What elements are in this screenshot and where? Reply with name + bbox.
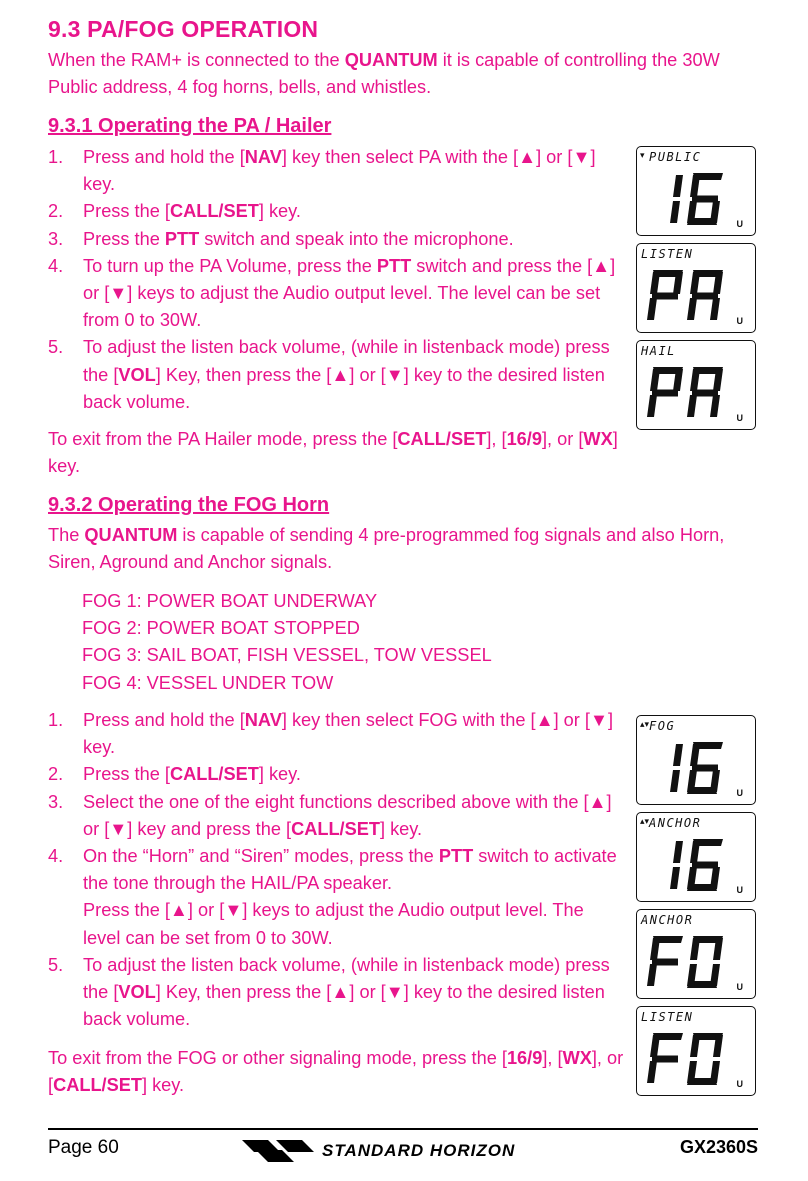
intro-text-rest: it is capable of controlling the 30W Public address, 4 fog horns, bells, and whistles. <box>48 50 720 97</box>
list-item <box>48 253 622 335</box>
list-item <box>48 226 622 253</box>
key-name: CALL/SET <box>291 818 380 839</box>
step-text: To adjust the listen back volume, (while in listenback mode) press the [ <box>83 337 610 385</box>
step-text: Press and hold the [ <box>83 147 245 167</box>
model-number: GX2360S <box>679 1137 758 1157</box>
step-number: 3. <box>48 791 64 812</box>
section-intro <box>48 47 768 101</box>
lcd-mode-label: ANCHOR <box>641 913 694 927</box>
fog-exit-text: To exit from the FOG or other signaling mode, press the [16/9], [WX], or [CALL/SET] key. <box>48 1048 624 1095</box>
lcd-segment <box>673 841 683 863</box>
lcd-display <box>636 715 756 805</box>
step-text: ] key then select PA with the [▲] or [▼] key. <box>83 147 596 195</box>
lcd-segment <box>690 369 700 391</box>
brand-mark-icon <box>240 1136 320 1164</box>
step-text-extra: Press the [▲] or [▼] keys to adjust the Audio output level. The level can be set from 0 to 30W. <box>83 900 584 948</box>
lcd-mode-label: LISTEN <box>641 1010 694 1024</box>
step-text: To adjust the listen back volume, (while in listenback mode) press the [ <box>83 954 610 1003</box>
fog-heading: 9.3.2 Operating the FOG Horn <box>48 494 330 516</box>
lcd-mode-label: FOG <box>649 719 676 733</box>
lcd-indicator: U <box>736 219 743 229</box>
lcd-segment <box>692 293 718 300</box>
step-number: 4. <box>48 255 64 276</box>
lcd-segment <box>670 867 680 889</box>
step-text: ] key. <box>258 201 301 222</box>
list-item <box>48 789 622 843</box>
key-name: VOL <box>118 364 156 385</box>
lcd-segment <box>650 1035 660 1057</box>
key-name: CALL/SET <box>169 201 259 222</box>
step-text: On the “Horn” and “Siren” modes, press the <box>83 846 439 867</box>
list-item <box>48 198 622 225</box>
lcd-segment <box>690 744 700 766</box>
step-text: switch to activate the tone through the HAIL/PA speaker. <box>83 846 617 894</box>
fog-intro: The QUANTUM is capable of sending 4 pre-programmed fog signals and also Horn, Siren, Aground and Anchor signals. <box>48 525 725 572</box>
list-item <box>48 334 622 416</box>
lcd-mode-label: LISTEN <box>641 247 694 261</box>
lcd-segment <box>673 744 683 766</box>
lcd-segment <box>647 395 657 417</box>
lcd-segment <box>647 298 657 320</box>
step-text: switch and speak into the microphone. <box>199 228 514 249</box>
intro-bold: QUANTUM <box>344 50 438 70</box>
footer-rule <box>48 1128 758 1130</box>
list-item: FOG 1: POWER BOAT UNDERWAY <box>82 591 378 611</box>
lcd-display <box>636 1006 756 1096</box>
section-title: 9.3 PA/FOG OPERATION <box>48 16 319 42</box>
lcd-segment <box>710 201 720 223</box>
brand-logo <box>240 1136 580 1166</box>
list-item <box>48 761 622 788</box>
pa-steps-list <box>48 144 622 416</box>
list-item <box>48 144 622 198</box>
lcd-display <box>636 146 756 236</box>
step-number: 5. <box>48 954 64 975</box>
lcd-indicator: U <box>736 413 743 423</box>
step-number: 5. <box>48 337 64 358</box>
lcd-segment <box>690 938 700 960</box>
lcd-segment <box>710 395 720 417</box>
lcd-indicator: U <box>736 982 743 992</box>
lcd-segment <box>673 175 683 197</box>
step-number: 2. <box>48 764 64 785</box>
lcd-segment <box>647 964 657 986</box>
key-name: CALL/SET <box>169 764 259 785</box>
lcd-mode-label: PUBLIC <box>649 150 702 164</box>
lcd-segment <box>692 390 718 397</box>
fog-steps-list <box>48 707 622 1033</box>
step-text: Press the [ <box>83 201 170 222</box>
step-text: switch and press the [▲] or [▼] keys to adjust the Audio output level. The level can be set from 0 to 30W. <box>83 255 616 331</box>
lcd-indicator: U <box>736 788 743 798</box>
lcd-segment <box>650 272 660 294</box>
lcd-segment <box>710 770 720 792</box>
step-number: 1. <box>48 710 64 730</box>
lcd-indicator: U <box>736 1079 743 1089</box>
step-number: 3. <box>48 228 64 249</box>
step-text: ] key. <box>258 764 301 785</box>
lcd-indicator: U <box>736 885 743 895</box>
lcd-segment <box>650 369 660 391</box>
step-text: Press and hold the [ <box>83 710 245 730</box>
page-number: Page 60 <box>48 1137 119 1158</box>
step-text: Press the [ <box>83 764 170 785</box>
lcd-segment <box>670 770 680 792</box>
step-number: 1. <box>48 147 64 167</box>
key-name: NAV <box>244 147 282 167</box>
lcd-segment <box>690 175 700 197</box>
intro-text: When the RAM+ is connected to the <box>48 50 345 70</box>
step-text: ] Key, then press the [▲] or [▼] key to the desired listen back volume. <box>83 364 605 412</box>
step-text: Press the <box>83 228 165 249</box>
lcd-arrow-icon: ▴▾ <box>640 816 650 826</box>
lcd-segment <box>650 938 660 960</box>
lcd-display <box>636 243 756 333</box>
brand-name: STANDARD HORIZON <box>322 1141 516 1160</box>
lcd-segment <box>690 272 700 294</box>
step-number: 4. <box>48 846 64 867</box>
list-item <box>48 952 622 1034</box>
key-name: PTT <box>376 255 412 276</box>
step-number: 2. <box>48 201 64 222</box>
lcd-segment <box>690 1035 700 1057</box>
lcd-indicator: U <box>736 316 743 326</box>
lcd-segment <box>647 1061 657 1083</box>
list-item: FOG 3: SAIL BOAT, FISH VESSEL, TOW VESSEL <box>82 645 492 666</box>
lcd-segment <box>690 841 700 863</box>
lcd-arrow-icon: ▾ <box>640 150 645 160</box>
lcd-mode-label: ANCHOR <box>649 816 702 830</box>
step-text: To turn up the PA Volume, press the <box>83 255 377 276</box>
list-item: FOG 4: VESSEL UNDER TOW <box>82 672 334 693</box>
lcd-segment <box>710 298 720 320</box>
lcd-arrow-icon: ▴▾ <box>640 719 650 729</box>
step-text: ] Key, then press the [▲] or [▼] key to the desired listen back volume. <box>83 982 605 1030</box>
pa-exit-text: To exit from the PA Hailer mode, press the [CALL/SET], [16/9], or [WX] key. <box>48 429 618 476</box>
lcd-segment <box>687 395 697 417</box>
list-item: FOG 2: POWER BOAT STOPPED <box>82 618 360 639</box>
key-name: PTT <box>164 228 200 249</box>
lcd-display <box>636 909 756 999</box>
lcd-display <box>636 812 756 902</box>
step-text: Select the one of the eight functions described above with the [▲] or [▼] key and press the [ <box>83 791 612 839</box>
lcd-segment <box>670 201 680 223</box>
step-text: ] key. <box>379 818 423 839</box>
lcd-display <box>636 340 756 430</box>
lcd-segment <box>687 298 697 320</box>
key-name: NAV <box>244 710 282 730</box>
step-text: ] key then select FOG with the [▲] or [▼] key. <box>83 710 614 758</box>
list-item <box>48 843 622 952</box>
pa-heading: 9.3.1 Operating the PA / Hailer <box>48 115 332 137</box>
key-name: PTT <box>438 846 474 867</box>
lcd-mode-label: HAIL <box>641 344 676 358</box>
list-item <box>48 707 622 761</box>
lcd-segment <box>710 867 720 889</box>
fog-signal-list <box>82 588 492 697</box>
key-name: VOL <box>118 982 156 1003</box>
